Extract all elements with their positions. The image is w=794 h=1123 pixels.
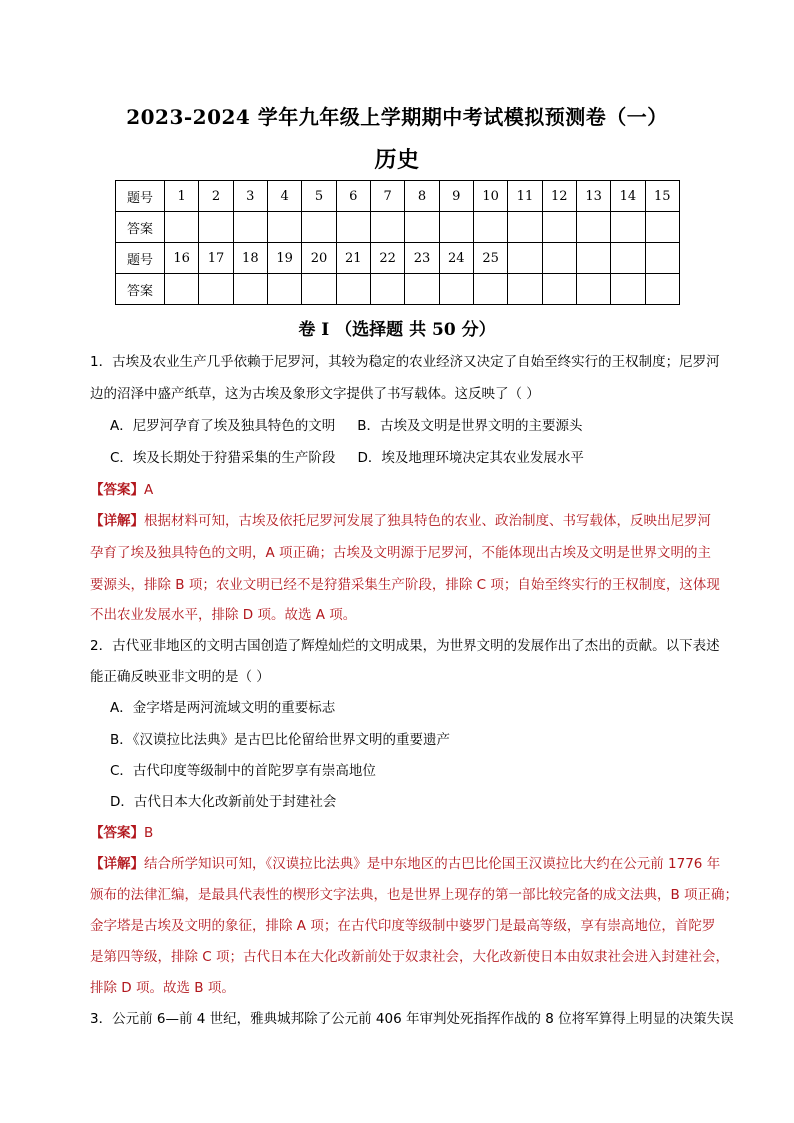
row-label: 答案 xyxy=(116,212,165,243)
option-d[interactable]: D．古代日本大化改新前处于封建社会 xyxy=(110,794,337,810)
answer-cell[interactable] xyxy=(508,212,542,243)
question-2-answer xyxy=(90,823,730,843)
question-2-explanation-line xyxy=(90,854,730,874)
answer-cell[interactable] xyxy=(370,274,404,305)
answer-cell[interactable] xyxy=(267,212,301,243)
question-number-cell: 23 xyxy=(405,243,439,274)
question-number-cell: 4 xyxy=(267,181,301,212)
option-b[interactable]: B．《汉谟拉比法典》是古巴比伦留给世界文明的重要遗产 xyxy=(110,732,451,748)
question-number-cell: 10 xyxy=(473,181,507,212)
question-number-cell: 9 xyxy=(439,181,473,212)
question-1-explanation-line: 不出农业发展水平，排除 D 项。故选 A 项。 xyxy=(90,607,357,623)
question-number-cell: 8 xyxy=(405,181,439,212)
number-row-1 xyxy=(116,181,680,212)
answer-cell[interactable] xyxy=(199,274,233,305)
question-number-cell: 11 xyxy=(508,181,542,212)
question-number-cell: 13 xyxy=(576,181,610,212)
explanation-text: 结合所学知识可知，《汉谟拉比法典》是中东地区的古巴比伦国王汉谟拉比大约在公元前 1776 年 xyxy=(144,856,721,872)
question-number-cell: 19 xyxy=(267,243,301,274)
question-number-cell: 5 xyxy=(302,181,336,212)
question-2-stem-line: 能正确反映亚非文明的是（ ） xyxy=(90,669,270,685)
answer-cell[interactable] xyxy=(439,212,473,243)
answer-cell[interactable] xyxy=(645,212,679,243)
answer-cell[interactable] xyxy=(199,212,233,243)
row-label: 题号 xyxy=(116,181,165,212)
answer-cell[interactable] xyxy=(576,212,610,243)
answer-value: B xyxy=(144,825,154,841)
answer-cell[interactable] xyxy=(508,274,542,305)
question-2-explanation-line: 颁布的法律汇编，是最具代表性的楔形文字法典，也是世界上现存的第一部比较完备的成文法典，B 项正确； xyxy=(90,887,739,903)
answer-value: A xyxy=(144,482,154,498)
answer-cell[interactable] xyxy=(165,274,199,305)
answer-cell[interactable] xyxy=(611,212,645,243)
question-1-stem-line: 边的沼泽中盛产纸草，这为古埃及象形文字提供了书写载体。这反映了（ ） xyxy=(90,386,540,402)
answer-cell[interactable] xyxy=(576,274,610,305)
option-a[interactable]: A．金字塔是两河流域文明的重要标志 xyxy=(110,700,336,716)
question-number-cell: 20 xyxy=(302,243,336,274)
answer-cell[interactable] xyxy=(336,274,370,305)
question-number-cell: 3 xyxy=(233,181,267,212)
question-number-cell xyxy=(611,243,645,274)
subject-title: 历史 xyxy=(374,147,420,173)
question-2-explanation-line: 是第四等级，排除 C 项；古代日本在大化改新前处于奴隶社会，大化改新使日本由奴隶社会进入封建社会， xyxy=(90,949,730,965)
question-number-cell xyxy=(508,243,542,274)
answer-cell[interactable] xyxy=(233,274,267,305)
answer-cell[interactable] xyxy=(336,212,370,243)
question-number-cell xyxy=(645,243,679,274)
option-b[interactable]: B．古埃及文明是世界文明的主要源头 xyxy=(357,418,583,434)
answer-row-2 xyxy=(116,274,680,305)
number-row-2 xyxy=(116,243,680,274)
question-number-cell: 24 xyxy=(439,243,473,274)
question-number-cell xyxy=(542,243,576,274)
question-number-cell: 15 xyxy=(645,181,679,212)
answer-cell[interactable] xyxy=(473,212,507,243)
answer-cell[interactable] xyxy=(542,274,576,305)
question-number-cell: 12 xyxy=(542,181,576,212)
answer-tag: 【答案】 xyxy=(90,482,144,498)
question-number-cell: 22 xyxy=(370,243,404,274)
question-number-cell: 14 xyxy=(611,181,645,212)
question-number-cell xyxy=(576,243,610,274)
answer-cell[interactable] xyxy=(405,274,439,305)
row-label: 答案 xyxy=(116,274,165,305)
question-2-explanation-line: 金字塔是古埃及文明的象征，排除 A 项；在古代印度等级制中婆罗门是最高等级，享有崇高地位，首陀罗 xyxy=(90,918,716,934)
answer-grid-table xyxy=(115,180,680,305)
option-c[interactable]: C．古代印度等级制中的首陀罗享有崇高地位 xyxy=(110,763,376,779)
question-2-explanation-line: 排除 D 项。故选 B 项。 xyxy=(90,980,235,996)
answer-cell[interactable] xyxy=(611,274,645,305)
question-1-options-row xyxy=(110,448,750,468)
question-number-cell: 18 xyxy=(233,243,267,274)
answer-tag: 【答案】 xyxy=(90,825,144,841)
answer-cell[interactable] xyxy=(542,212,576,243)
question-3-stem-line: 3．公元前 6—前 4 世纪，雅典城邦除了公元前 406 年审判处死指挥作战的 8 位将军算得上明显的决策失误 xyxy=(90,1011,734,1027)
question-number-cell: 6 xyxy=(336,181,370,212)
option-a[interactable]: A．尼罗河孕育了埃及独具特色的文明 xyxy=(110,418,336,434)
question-number-cell: 25 xyxy=(473,243,507,274)
question-number-cell: 2 xyxy=(199,181,233,212)
question-1-explanation-line xyxy=(90,511,730,531)
answer-cell[interactable] xyxy=(302,212,336,243)
question-1-explanation-line: 孕育了埃及独具特色的文明，A 项正确；古埃及文明源于尼罗河，不能体现出古埃及文明是世界文明的主 xyxy=(90,545,712,561)
row-label: 题号 xyxy=(116,243,165,274)
answer-cell[interactable] xyxy=(439,274,473,305)
answer-cell[interactable] xyxy=(370,212,404,243)
question-1-explanation-line: 要源头，排除 B 项；农业文明已经不是狩猎采集生产阶段，排除 C 项；自始至终实行的王权制度，这体现 xyxy=(90,577,720,593)
question-number-cell: 16 xyxy=(165,243,199,274)
answer-cell[interactable] xyxy=(302,274,336,305)
question-number-cell: 17 xyxy=(199,243,233,274)
explanation-text: 根据材料可知，古埃及依托尼罗河发展了独具特色的农业、政治制度、书写载体，反映出尼罗河 xyxy=(144,513,711,529)
answer-cell[interactable] xyxy=(473,274,507,305)
question-1-options-row xyxy=(110,416,750,436)
explain-tag: 【详解】 xyxy=(90,856,144,872)
question-number-cell: 7 xyxy=(370,181,404,212)
answer-row-1 xyxy=(116,212,680,243)
answer-cell[interactable] xyxy=(233,212,267,243)
answer-cell[interactable] xyxy=(645,274,679,305)
question-number-cell: 21 xyxy=(336,243,370,274)
answer-cell[interactable] xyxy=(405,212,439,243)
section-title: 卷 I （选择题 共 50 分） xyxy=(298,320,496,340)
exam-title: 2023-2024 学年九年级上学期期中考试模拟预测卷（一） xyxy=(126,105,668,129)
answer-cell[interactable] xyxy=(267,274,301,305)
question-2-stem-line: 2．古代亚非地区的文明古国创造了辉煌灿烂的文明成果，为世界文明的发展作出了杰出的贡献。以下表述 xyxy=(90,638,720,654)
question-1-answer xyxy=(90,480,730,500)
question-number-cell: 1 xyxy=(165,181,199,212)
explain-tag: 【详解】 xyxy=(90,513,144,529)
question-1-stem-line: 1．古埃及农业生产几乎依赖于尼罗河，其较为稳定的农业经济又决定了自始至终实行的王权制度；尼罗河 xyxy=(90,354,720,370)
option-c[interactable]: C．埃及长期处于狩猎采集的生产阶段 xyxy=(110,450,336,466)
option-d[interactable]: D．埃及地理环境决定其农业发展水平 xyxy=(357,450,584,466)
answer-cell[interactable] xyxy=(165,212,199,243)
